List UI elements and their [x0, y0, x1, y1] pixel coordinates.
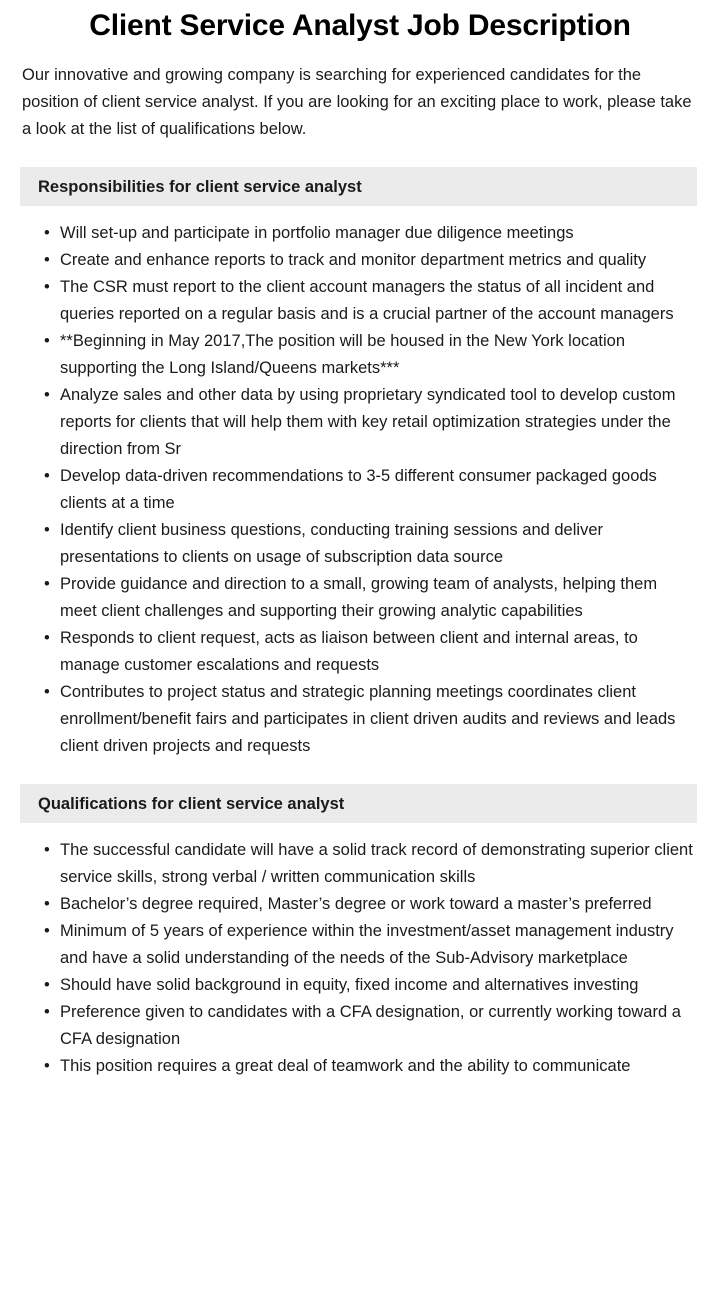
- section-heading-label: Responsibilities for client service analyst: [38, 177, 362, 196]
- list-item: • Develop data-driven recommendations to 3-5 different consumer packaged goods clients at a time: [44, 463, 694, 517]
- qualifications-section-header: [20, 784, 697, 823]
- list-item: • Contributes to project status and strategic planning meetings coordinates client enrollment/benefit fairs and participates in client driven audits and reviews and leads client driven projects and requests: [44, 679, 694, 760]
- qualifications-list: [0, 823, 720, 1080]
- list-item: • Create and enhance reports to track and monitor department metrics and quality: [44, 247, 694, 274]
- list-item: • Should have solid background in equity, fixed income and alternatives investing: [44, 972, 694, 999]
- list-item: • Analyze sales and other data by using proprietary syndicated tool to develop custom reports for clients that will help them with key retail optimization strategies under the direction from Sr: [44, 382, 694, 463]
- page-title: Client Service Analyst Job Description: [89, 9, 631, 42]
- list-item: • The CSR must report to the client account managers the status of all incident and queries reported on a regular basis and is a crucial partner of the account managers: [44, 274, 694, 328]
- section-heading-label: Qualifications for client service analyst: [38, 794, 345, 813]
- intro-paragraph: Our innovative and growing company is searching for experienced candidates for the position of client service analyst. If you are looking for an exciting place to work, please take a look at the list of qualifications below.: [22, 66, 692, 138]
- list-item: • The successful candidate will have a solid track record of demonstrating superior client service skills, strong verbal / written communication skills: [44, 837, 694, 891]
- list-item: • Provide guidance and direction to a small, growing team of analysts, helping them meet client challenges and supporting their growing analytic capabilities: [44, 571, 694, 625]
- list-item: • Responds to client request, acts as liaison between client and internal areas, to manage customer escalations and requests: [44, 625, 694, 679]
- responsibilities-list: [0, 206, 720, 760]
- qualifications-section: [0, 784, 720, 1080]
- list-item: • This position requires a great deal of teamwork and the ability to communicate: [44, 1053, 694, 1080]
- list-item: • Bachelor’s degree required, Master’s degree or work toward a master’s preferred: [44, 891, 694, 918]
- list-item: • Preference given to candidates with a CFA designation, or currently working toward a CFA designation: [44, 999, 694, 1053]
- list-item: • Minimum of 5 years of experience within the investment/asset management industry and have a solid understanding of the needs of the Sub-Advisory marketplace: [44, 918, 694, 972]
- list-item: • Identify client business questions, conducting training sessions and deliver presentations to clients on usage of subscription data source: [44, 517, 694, 571]
- responsibilities-section-header: [20, 167, 697, 206]
- list-item: • **Beginning in May 2017,The position will be housed in the New York location supporting the Long Island/Queens markets***: [44, 328, 694, 382]
- list-item: • Will set-up and participate in portfolio manager due diligence meetings: [44, 220, 694, 247]
- responsibilities-section: [0, 167, 720, 760]
